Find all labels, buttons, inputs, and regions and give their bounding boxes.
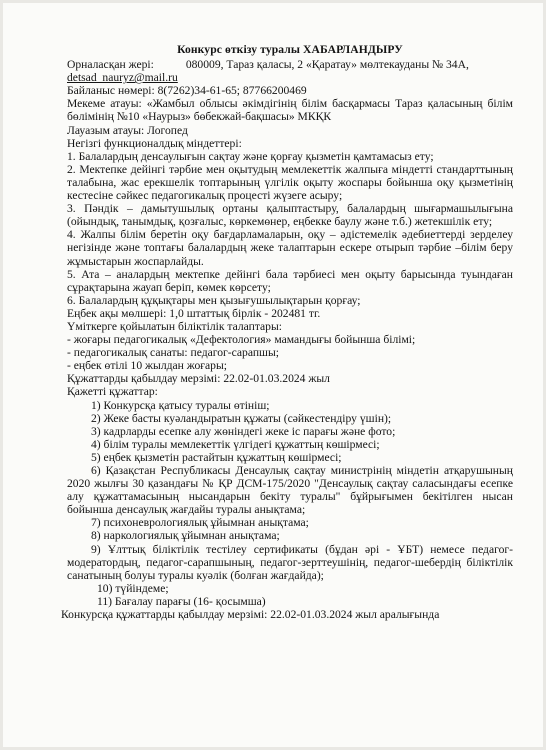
requirements-header: Үміткерге қойылатын біліктілік талаптары: <box>67 319 282 333</box>
requirement-item: - еңбек өтілі 10 жылдан жоғары; <box>67 359 227 373</box>
organization-line: Мекеме атауы: «Жамбыл облысы әкімдігінің білім басқармасы Тараз қаласының білім бөлімінің №10 «Наурыз» бөбекжай-бақшасы» МКҚК <box>67 97 513 124</box>
requirements-list <box>67 333 513 372</box>
document-item: 11) Бағалау парағы (16- қосымша) <box>97 594 266 608</box>
document-item: 6) Қазақстан Республикасы Денсаулық сақтау министрінің міндетін атқарушының 2020 жылғы 30 қазандағы № ҚР ДСМ-175/2020 "Денсаулық сақтау саласындағы есепке алу құжаттамасының нысандарын бекіту туралы" бұйрығымен бекітілген нысан бойынша денсаулық жағдайы туралы анықтама; <box>67 464 513 517</box>
document-item: 7) психоневрологиялық ұйымнан анықтама; <box>91 516 309 530</box>
documents-header: Қажетті құжаттар: <box>67 385 158 399</box>
duties-list <box>67 150 513 307</box>
document-item: 9) Ұлттық біліктілік тестілеу сертификаты (бұдан әрі - ҰБТ) немесе педагог-модератордың, педагог-сарапшының, педагог-зерттеушінің, педагог-шебердің біліктілік санатының болуы туралы куәлік (болған жағдайда); <box>67 542 513 582</box>
document-item: 10) түйіндеме; <box>97 581 169 595</box>
document-title: Конкурс өткізу туралы ХАБАРЛАНДЫРУ <box>177 43 403 56</box>
document-item: 1) Конкурсқа қатысу туралы өтініш; <box>91 398 270 412</box>
requirement-item: - педагогикалық санаты: педагог-сарапшы; <box>67 346 279 360</box>
document-item: 8) наркологиялық ұйымнан анықтама; <box>91 529 280 543</box>
email-line <box>67 71 513 84</box>
document-item: 4) білім туралы мемлекеттік үлгідегі құжаттың көшірмесі; <box>91 437 380 451</box>
duty-item: 5. Ата – аналардың мектепке дейінгі бала тәрбиесі мен оқыту барысында туындаған сұрақтарына жауап беріп, көмек көрсету; <box>67 267 513 294</box>
document-item: 3) кадрларды есепке алу жөніндегі жеке іс парағы және фото; <box>91 424 396 438</box>
position-line: Лауазым атауы: Логопед <box>67 123 188 137</box>
duty-item: 3. Пәндік – дамытушылық ортаны қалыптастыру, балалардың шығармашылығына (ойындық, танымдық, қозғалыс, көркемөнер, еңбекке баулу және т.б.) жетекшілік ету; <box>67 202 513 229</box>
duty-item: 2. Мектепке дейінгі тәрбие мен оқытудың мемлекеттік жалпыға міндетті стандарттының талабына, жас ерекшелік топтарының үлгілік оқыту жоспары бойынша оқу қызметінің кестесіне сәйкес педагогикалық процесті жүзеге асыру; <box>67 162 513 203</box>
location-value: 080009, Тараз қаласы, 2 «Қаратау» мөлтекауданы № 34А, <box>185 58 469 72</box>
phone-line: Байланыс нөмері: 8(7262)34-61-65; 87766200469 <box>67 84 307 98</box>
location-line <box>67 58 513 71</box>
duty-item: 6. Балалардың құқықтары мен қызығушылықтарын қорғау; <box>67 293 361 307</box>
email-link[interactable]: detsad_nauryz@mail.ru <box>67 71 178 85</box>
document-item: 5) еңбек қызметін растайтын құжаттың көшірмесі; <box>91 450 342 464</box>
duty-item: 4. Жалпы білім беретін оқу бағдарламаларын, оқу – әдістемелік әдебиеттерді зерделеу негізінде және топтағы балалардың жеке талаптарын ескере отырып тәрбие –білім беру жұмыстарын жоспарлайды. <box>67 228 513 268</box>
document-page <box>3 3 543 747</box>
document-item: 2) Жеке басты куәландыратын құжаты (сәйкестендіру үшін); <box>91 411 392 425</box>
closing-line: Конкурсқа құжаттарды қабылдау мерзімі: 22.02-01.03.2024 жыл аралығында <box>61 608 440 622</box>
duty-item: 1. Балалардың денсаулығын сақтау және қорғау қызметін қамтамасыз ету; <box>67 149 434 163</box>
deadline-line: Құжаттарды қабылдау мерзімі: 22.02-01.03.2024 жыл <box>67 372 330 386</box>
requirement-item: - жоғары педагогикалық «Дефектология» мамандығы бойынша білімі; <box>67 333 416 347</box>
location-label: Орналасқан жері: <box>67 58 154 72</box>
duties-header: Негізгі функционалдық міндеттері: <box>67 136 242 150</box>
salary-line: Еңбек ақы мөлшері: 1,0 штаттық бірлік - 202481 тг. <box>67 306 321 320</box>
documents-list <box>67 399 513 609</box>
